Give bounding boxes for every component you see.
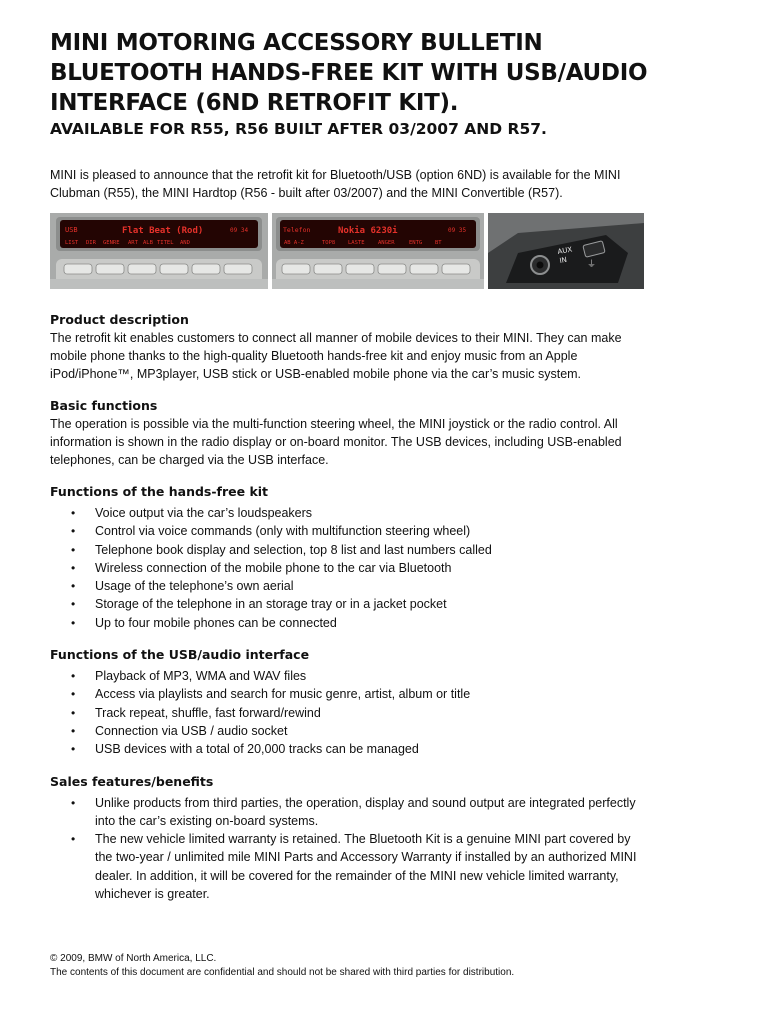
phone-lcd-menu-0: AB A-Z (284, 240, 304, 246)
phone-lcd-menu-5: BT (435, 240, 442, 246)
list-item: • Telephone book display and selection, top 8 list and last numbers called (95, 541, 650, 559)
phone-lcd-label: Telefon (283, 226, 311, 234)
product-description-heading: Product description (50, 312, 189, 327)
usb-lcd-menu-2: GENRE (103, 240, 120, 246)
sales-features-section (50, 773, 650, 904)
list-item: • Control via voice commands (only with multifunction steering wheel) (95, 522, 650, 540)
list-item: • The new vehicle limited warranty is retained. The Bluetooth Kit is a genuine MINI part covered by the two-year / unlimited mile MINI Parts and Accessory Warranty if installed by an authorized MINI dealer. In addition, it will be covered for the remainder of the MINI new vehicle limited warranty, whichever is greater. (95, 830, 650, 903)
aux-label: AUX (556, 245, 573, 256)
product-photos (50, 213, 644, 291)
title-line-1: MINI MOTORING ACCESSORY BULLETIN (50, 30, 543, 56)
sales-features-list (50, 794, 650, 904)
usb-lcd-time: 09 34 (230, 227, 249, 234)
usb-lcd-menu-6: AND (180, 240, 190, 246)
list-item: • Connection via USB / audio socket (95, 722, 650, 740)
list-item: • Unlike products from third parties, the operation, display and sound output are integrated perfectly into the car’s existing on-board systems. (95, 794, 650, 831)
list-item: • Access via playlists and search for music genre, artist, album or title (95, 685, 650, 703)
list-item: • Track repeat, shuffle, fast forward/rewind (95, 704, 650, 722)
basic-functions-text: The operation is possible via the multi-function steering wheel, the MINI joystick or the radio control. All information is shown in the radio display or on-board monitor. The USB devices, including USB-enabled telephones, can be charged via the USB interface. (50, 417, 622, 467)
list-item: • Wireless connection of the mobile phone to the car via Bluetooth (95, 559, 650, 577)
confidentiality-notice: The contents of this document are confidential and should not be shared with third parties for distribution. (50, 967, 515, 978)
basic-functions-section (50, 397, 650, 469)
usb-lcd-menu-3: ART (128, 240, 138, 246)
phone-display-photo (272, 213, 484, 289)
bulletin-page (50, 28, 650, 903)
list-item: • Voice output via the car’s loudspeakers (95, 504, 650, 522)
usb-lcd-menu-1: DIR (86, 240, 96, 246)
phone-lcd-menu-1: TOP8 (322, 240, 336, 246)
sales-features-heading: Sales features/benefits (50, 773, 214, 789)
handsfree-functions-heading: Functions of the hands-free kit (50, 484, 269, 499)
usb-lcd-label: USB (65, 226, 78, 234)
list-item: • USB devices with a total of 20,000 tracks can be managed (95, 740, 650, 758)
phone-lcd-menu-2: LASTE (348, 240, 365, 246)
phone-lcd-menu-3: ANGER (378, 240, 395, 246)
usb-lcd-menu-5: TITEL (157, 240, 174, 246)
list-item: • Storage of the telephone in an storage tray or in a jacket pocket (95, 595, 650, 613)
list-item: • Up to four mobile phones can be connected (95, 614, 650, 632)
phone-lcd-device: Nokia 6230i (338, 226, 398, 236)
list-item: • Usage of the telephone’s own aerial (95, 577, 650, 595)
product-description-text: The retrofit kit enables customers to connect all manner of mobile devices to their MINI. They can make mobile phone thanks to the high-quality Bluetooth hands-free kit and enjoy music from an Apple iPod/iPhone™, MP3player, USB stick or USB-enabled mobile phone via the car’s music system. (50, 331, 622, 381)
title-line-3: INTERFACE (6ND RETROFIT KIT). (50, 90, 459, 116)
bulletin-title (50, 28, 650, 118)
handsfree-functions-list (50, 504, 650, 632)
usb-functions-list (50, 667, 650, 758)
usb-functions-heading: Functions of the USB/audio interface (50, 647, 310, 663)
list-item: • Playback of MP3, WMA and WAV files (95, 667, 650, 685)
usb-lcd-track: Flat Beat (Rod) (122, 226, 204, 236)
bulletin-subtitle: AVAILABLE FOR R55, R56 BUILT AFTER 03/2007 AND R57. (50, 120, 547, 138)
phone-lcd-menu-4: ENTG (409, 240, 423, 246)
phone-lcd-time: 09 35 (448, 227, 467, 234)
copyright-text: © 2009, BMW of North America, LLC. (50, 953, 217, 964)
usb-functions-section (50, 646, 650, 758)
handsfree-functions-section (50, 483, 650, 632)
product-description-section (50, 311, 650, 383)
usb-lcd-menu-0: LIST (65, 240, 79, 246)
svg-text:⏚: ⏚ (587, 260, 597, 270)
aux-in-label: IN (558, 255, 568, 265)
basic-functions-heading: Basic functions (50, 398, 158, 413)
usb-lcd-menu-4: ALB (143, 240, 153, 246)
aux-socket-photo (488, 213, 644, 289)
usb-display-photo (50, 213, 268, 289)
title-line-2: BLUETOOTH HANDS-FREE KIT WITH USB/AUDIO (50, 60, 648, 86)
page-footer (50, 952, 650, 980)
intro-paragraph: MINI is pleased to announce that the retrofit kit for Bluetooth/USB (option 6ND) is available for the MINI Clubman (R55), the MINI Hardtop (R56 - built after 03/2007) and the MINI Convertible (R57). (50, 168, 621, 200)
